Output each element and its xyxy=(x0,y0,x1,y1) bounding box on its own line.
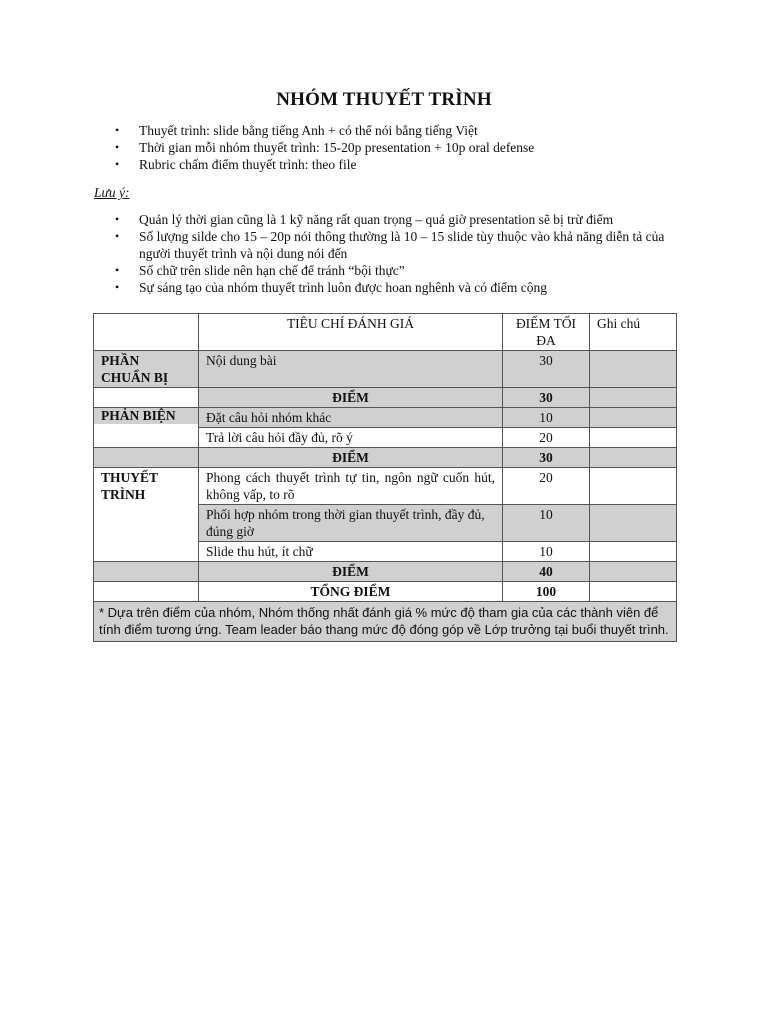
rubric-table xyxy=(93,313,677,642)
subtotal-label: ĐIỂM xyxy=(199,448,503,468)
list-item: • Thuyết trình: slide bằng tiếng Anh + có thể nói bằng tiếng Việt xyxy=(115,123,478,138)
total-row xyxy=(94,582,677,602)
list-item: • Số chữ trên slide nên hạn chế để tránh “bội thực” xyxy=(115,263,405,278)
list-item: • Rubric chấm điểm thuyết trình: theo file xyxy=(115,157,357,172)
notes-cell xyxy=(590,408,677,428)
list-item: • Thời gian mỗi nhóm thuyết trình: 15-20p presentation + 10p oral defense xyxy=(115,140,535,155)
notes-cell xyxy=(590,351,677,388)
footnote-row xyxy=(94,602,677,642)
subtotal-row xyxy=(94,562,677,582)
section-name: PHẢN BIỆN xyxy=(94,408,199,448)
score-cell: 10 xyxy=(503,542,590,562)
subtotal-value: 30 xyxy=(503,448,590,468)
subtotal-value: 40 xyxy=(503,562,590,582)
notes-cell xyxy=(590,428,677,448)
criterion-cell: Slide thu hút, ít chữ xyxy=(199,542,503,562)
score-cell: 10 xyxy=(503,505,590,542)
criterion-cell: Phong cách thuyết trình tự tin, ngôn ngữ cuốn hút, không vấp, to rõ xyxy=(199,468,503,505)
criterion-cell: Phối hợp nhóm trong thời gian thuyết trình, đầy đủ, đúng giờ xyxy=(199,505,503,542)
bullet-icon: • xyxy=(115,212,120,226)
footnote-text: * Dựa trên điểm của nhóm, Nhóm thống nhất đánh giá % mức độ tham gia của các thành viên để tính điểm tương ứng. Team leader báo thang mức độ đóng góp về Lớp trưởng tại buổi thuyết trình. xyxy=(94,602,677,642)
notes-cell xyxy=(590,468,677,505)
subtotal-row xyxy=(94,388,677,408)
score-cell: 20 xyxy=(503,428,590,448)
header-notes: Ghi chú xyxy=(590,314,677,351)
intro-list xyxy=(112,122,672,173)
score-cell: 30 xyxy=(503,351,590,388)
list-item: • Quản lý thời gian cũng là 1 kỹ năng rất quan trọng – quá giờ presentation sẽ bị trừ điểm xyxy=(115,212,614,227)
bullet-icon: • xyxy=(115,140,120,154)
bullet-icon: • xyxy=(115,157,120,171)
score-cell: 20 xyxy=(503,468,590,505)
subtotal-row xyxy=(94,448,677,468)
subtotal-label: ĐIỂM xyxy=(199,388,503,408)
note-list xyxy=(112,211,672,296)
bullet-icon: • xyxy=(115,123,120,137)
header-criteria: TIÊU CHÍ ĐÁNH GIÁ xyxy=(199,314,503,351)
table-row xyxy=(94,408,677,428)
subtotal-label: ĐIỂM xyxy=(199,562,503,582)
subtotal-value: 30 xyxy=(503,388,590,408)
note-label: Lưu ý: xyxy=(94,185,130,200)
criterion-cell: Đặt câu hỏi nhóm khác xyxy=(199,408,503,428)
list-item: • Sự sáng tạo của nhóm thuyết trình luôn được hoan nghênh và có điểm cộng xyxy=(115,280,547,295)
total-label: TỔNG ĐIỂM xyxy=(199,582,503,602)
score-cell: 10 xyxy=(503,408,590,428)
bullet-icon: • xyxy=(115,229,120,243)
total-value: 100 xyxy=(503,582,590,602)
criterion-cell: Trả lời câu hỏi đầy đủ, rõ ý xyxy=(199,428,503,448)
notes-cell xyxy=(590,505,677,542)
section-name: THUYẾT TRÌNH xyxy=(94,468,199,562)
table-row xyxy=(94,468,677,505)
page-title: NHÓM THUYẾT TRÌNH xyxy=(276,89,492,110)
table-row xyxy=(94,351,677,388)
header-max-score: ĐIỂM TỐI ĐA xyxy=(503,314,590,351)
section-name: PHẦN CHUẨN BỊ xyxy=(94,351,199,388)
list-item: • Số lượng silde cho 15 – 20p nói thông thường là 10 – 15 slide tùy thuộc vào khả năng diễn tả của người thuyết trình và nội dung nói đến xyxy=(115,229,665,261)
criterion-cell: Nội dung bài xyxy=(199,351,503,388)
table-header-row xyxy=(94,314,677,351)
bullet-icon: • xyxy=(115,280,120,294)
bullet-icon: • xyxy=(115,263,120,277)
notes-cell xyxy=(590,542,677,562)
